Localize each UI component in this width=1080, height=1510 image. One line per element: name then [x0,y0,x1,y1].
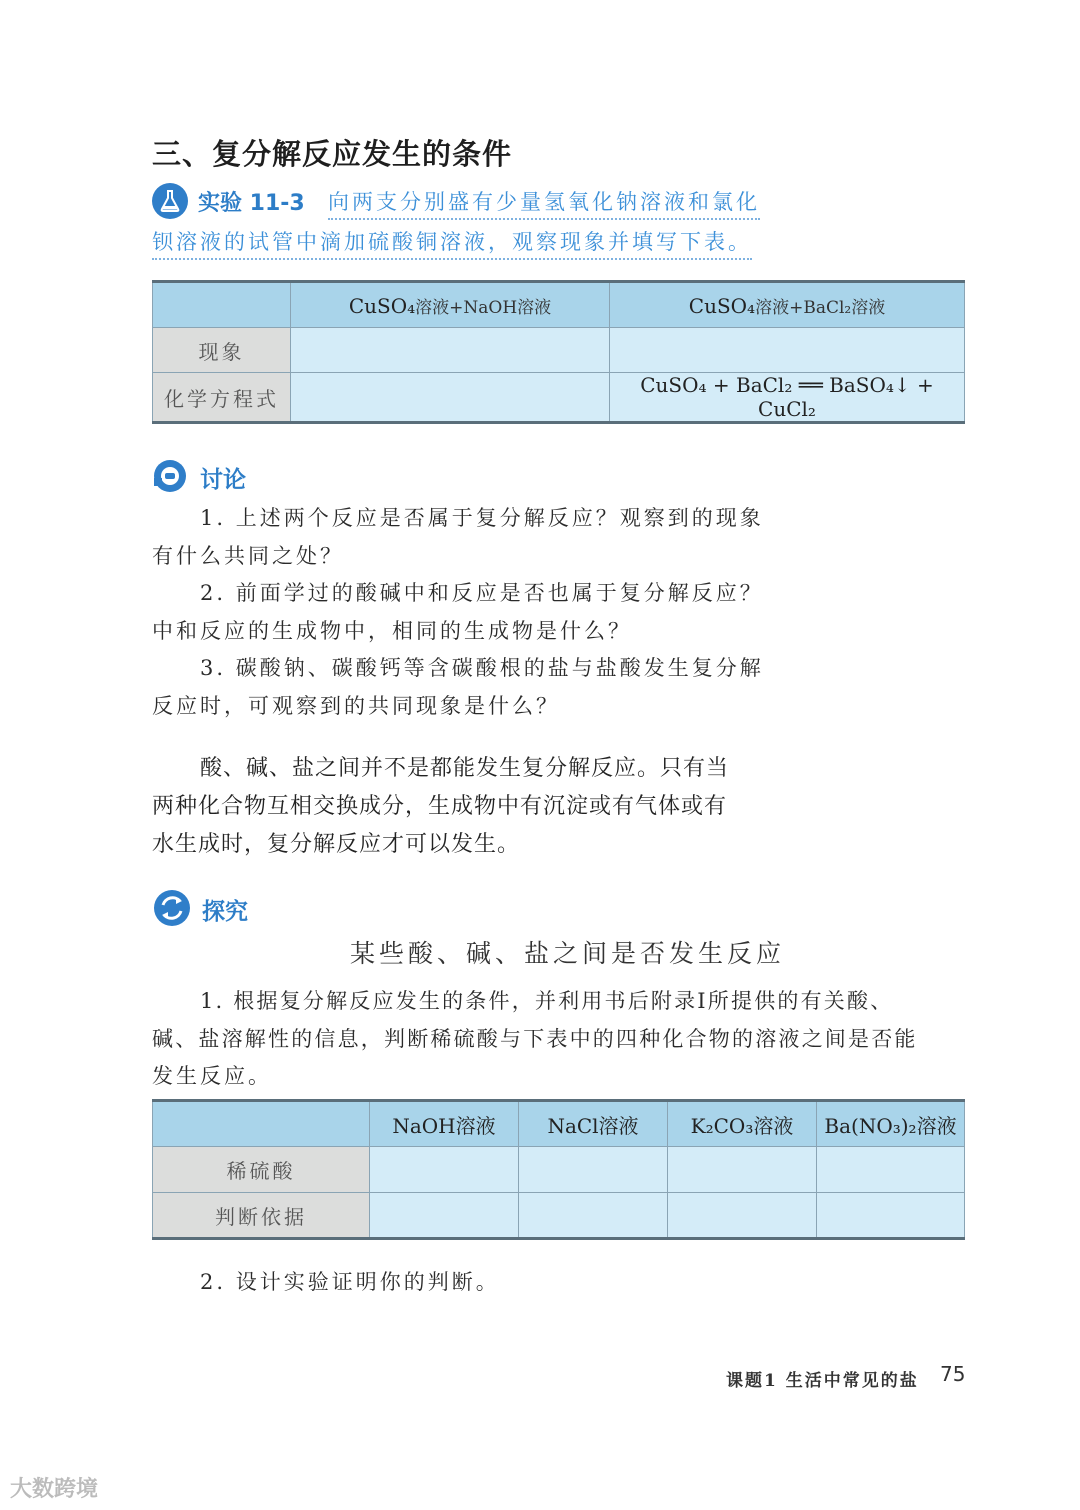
explore-label: 探究 [202,899,248,925]
table-corner [153,282,291,328]
footer-chapter: 课题1 生活中常见的盐 [726,1371,919,1391]
explore-p1-line1: 1. 根据复分解反应发生的条件，并利用书后附录Ⅰ所提供的有关酸、 [200,989,894,1013]
row-head-basis: 判断依据 [153,1193,370,1239]
table-cell[interactable] [519,1147,668,1193]
table-cell[interactable] [370,1193,519,1239]
discussion-icon [152,458,188,494]
experiment-text-line2: 钡溶液的试管中滴加硫酸铜溶液，观察现象并填写下表。 [152,226,752,260]
explore-icon [152,888,192,928]
table-cell[interactable] [817,1147,965,1193]
table-cell[interactable] [610,328,965,373]
flask-icon [152,183,188,219]
question-3-line1: 3. 碳酸钠、碳酸钙等含碳酸根的盐与盐酸发生复分解 [200,656,764,680]
experiment-table [152,280,965,424]
table-header: NaCl溶液 [519,1101,668,1147]
table-header: K₂CO₃溶液 [668,1101,817,1147]
table-header: Ba(NO₃)₂溶液 [817,1101,965,1147]
question-3-line2: 反应时，可观察到的共同现象是什么？ [152,694,560,718]
discussion-label: 讨论 [200,467,246,493]
explore-title: 某些酸、碱、盐之间是否发生反应 [350,939,786,968]
question-1-line2: 有什么共同之处？ [152,544,344,568]
conclusion-line3: 水生成时，复分解反应才可以发生。 [152,832,521,857]
page-number: 75 [940,1362,966,1386]
explore-p1-line2: 碱、盐溶解性的信息，判断稀硫酸与下表中的四种化合物的溶液之间是否能 [152,1027,918,1051]
reaction-table [152,1099,965,1240]
table-cell[interactable] [817,1193,965,1239]
conclusion-line2: 两种化合物互相交换成分，生成物中有沉淀或有气体或有 [152,794,728,819]
table-cell[interactable] [519,1193,668,1239]
row-head-equation: 化学方程式 [153,373,291,423]
equation-cell: CuSO₄ + BaCl₂ ══ BaSO₄↓ + CuCl₂ [610,373,965,423]
conclusion-line1: 酸、碱、盐之间并不是都能发生复分解反应。只有当 [200,756,730,781]
question-2-line2: 中和反应的生成物中，相同的生成物是什么？ [152,619,632,643]
experiment-label: 实验 11-3 [198,191,305,216]
table-cell[interactable] [668,1147,817,1193]
table-header-bacl2: CuSO₄溶液+BaCl₂溶液 [610,282,965,328]
explore-p1-line3: 发生反应。 [152,1064,272,1088]
table-cell[interactable] [668,1193,817,1239]
row-head-phenomenon: 现象 [153,328,291,373]
table-header-naoh: CuSO₄溶液+NaOH溶液 [291,282,610,328]
explore-p2: 2. 设计实验证明你的判断。 [200,1270,500,1294]
watermark: 大数跨境 [10,1477,99,1502]
section-title: 三、复分解反应发生的条件 [152,137,513,171]
question-2-line1: 2. 前面学过的酸碱中和反应是否也属于复分解反应？ [200,581,764,605]
table-cell[interactable] [291,373,610,423]
table-header: NaOH溶液 [370,1101,519,1147]
question-1-line1: 1. 上述两个反应是否属于复分解反应？观察到的现象 [200,506,764,530]
experiment-text-line1: 向两支分别盛有少量氢氧化钠溶液和氯化 [328,186,760,220]
table-corner [153,1101,370,1147]
table-cell[interactable] [370,1147,519,1193]
table-cell[interactable] [291,328,610,373]
row-head-acid: 稀硫酸 [153,1147,370,1193]
